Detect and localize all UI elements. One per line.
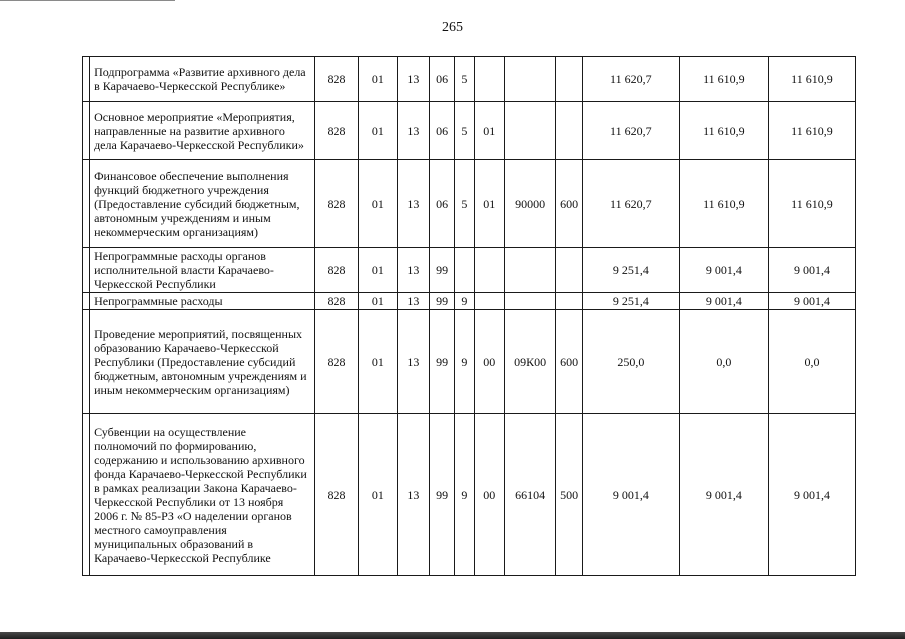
amount-year-1-cell: 11 620,7 — [582, 102, 679, 160]
table-row — [83, 293, 856, 310]
direction-code-cell — [504, 248, 556, 293]
subprogram-code-cell: 9 — [455, 310, 474, 414]
blank-cell — [83, 310, 90, 414]
subsection-code-cell: 13 — [397, 160, 429, 248]
amount-year-2-cell: 11 610,9 — [679, 160, 768, 248]
subsection-code-cell: 13 — [397, 57, 429, 102]
expense-type-cell: 500 — [556, 414, 582, 576]
program-code-cell: 06 — [430, 160, 455, 248]
subprogram-code-cell: 9 — [455, 414, 474, 576]
blank-cell — [83, 248, 90, 293]
scan-bottom-shadow — [0, 632, 905, 639]
budget-table — [82, 56, 856, 576]
amount-year-1-cell: 11 620,7 — [582, 160, 679, 248]
measure-code-cell — [474, 248, 504, 293]
expense-type-cell: 600 — [556, 160, 582, 248]
amount-year-1-cell: 9 251,4 — [582, 293, 679, 310]
amount-year-1-cell: 250,0 — [582, 310, 679, 414]
page-number: 265 — [442, 20, 463, 35]
section-code-cell: 01 — [359, 248, 397, 293]
row-name-cell: Проведение мероприятий, посвященных образованию Карачаево-Черкесской Республики (Предоставление субсидий бюджетным, автономным учреждениям и иным некоммерческим организациям) — [90, 310, 315, 414]
ministry-code-cell: 828 — [314, 248, 359, 293]
amount-year-1-cell: 9 001,4 — [582, 414, 679, 576]
section-code-cell: 01 — [359, 57, 397, 102]
subprogram-code-cell: 5 — [455, 160, 474, 248]
amount-year-3-cell: 11 610,9 — [768, 160, 855, 248]
ministry-code-cell: 828 — [314, 160, 359, 248]
amount-year-1-cell: 9 251,4 — [582, 248, 679, 293]
subprogram-code-cell: 9 — [455, 293, 474, 310]
expense-type-cell: 600 — [556, 310, 582, 414]
table-row — [83, 102, 856, 160]
amount-year-2-cell: 11 610,9 — [679, 57, 768, 102]
section-code-cell: 01 — [359, 414, 397, 576]
section-code-cell: 01 — [359, 102, 397, 160]
amount-year-3-cell: 0,0 — [768, 310, 855, 414]
subsection-code-cell: 13 — [397, 293, 429, 310]
table-row — [83, 57, 856, 102]
amount-year-3-cell: 9 001,4 — [768, 414, 855, 576]
blank-cell — [83, 414, 90, 576]
subprogram-code-cell: 5 — [455, 57, 474, 102]
table-row — [83, 414, 856, 576]
blank-cell — [83, 102, 90, 160]
measure-code-cell: 01 — [474, 102, 504, 160]
subprogram-code-cell: 5 — [455, 102, 474, 160]
ministry-code-cell: 828 — [314, 414, 359, 576]
measure-code-cell — [474, 293, 504, 310]
amount-year-1-cell: 11 620,7 — [582, 57, 679, 102]
blank-cell — [83, 293, 90, 310]
subsection-code-cell: 13 — [397, 414, 429, 576]
section-code-cell: 01 — [359, 160, 397, 248]
program-code-cell: 06 — [430, 102, 455, 160]
amount-year-2-cell: 9 001,4 — [679, 414, 768, 576]
program-code-cell: 99 — [430, 248, 455, 293]
amount-year-3-cell: 11 610,9 — [768, 57, 855, 102]
row-name-cell: Непрограммные расходы органов исполнительной власти Карачаево-Черкесской Республики — [90, 248, 315, 293]
amount-year-2-cell: 9 001,4 — [679, 248, 768, 293]
row-name-cell: Финансовое обеспечение выполнения функций бюджетного учреждения (Предоставление субсидий бюджетным, автономным учреждениям и иным некоммерческим организациям) — [90, 160, 315, 248]
table-row — [83, 248, 856, 293]
expense-type-cell — [556, 57, 582, 102]
expense-type-cell — [556, 248, 582, 293]
direction-code-cell: 66104 — [504, 414, 556, 576]
expense-type-cell — [556, 102, 582, 160]
amount-year-3-cell: 11 610,9 — [768, 102, 855, 160]
direction-code-cell: 90000 — [504, 160, 556, 248]
ministry-code-cell: 828 — [314, 102, 359, 160]
section-code-cell: 01 — [359, 310, 397, 414]
direction-code-cell: 09К00 — [504, 310, 556, 414]
row-name-cell: Субвенции на осуществление полномочий по формированию, содержанию и использованию архивного фонда Карачаево-Черкесской Республики в рамках реализации Закона Карачаево-Черкесской Республики от 13 ноября 2006 г. № 85-РЗ «О наделении органов местного самоуправления муниципальных образований в Карачаево-Черкесской Республике — [90, 414, 315, 576]
program-code-cell: 99 — [430, 310, 455, 414]
subsection-code-cell: 13 — [397, 248, 429, 293]
program-code-cell: 99 — [430, 414, 455, 576]
row-name-cell: Подпрограмма «Развитие архивного дела в Карачаево-Черкесской Республике» — [90, 57, 315, 102]
measure-code-cell — [474, 57, 504, 102]
blank-cell — [83, 57, 90, 102]
expense-type-cell — [556, 293, 582, 310]
amount-year-2-cell: 9 001,4 — [679, 293, 768, 310]
section-code-cell: 01 — [359, 293, 397, 310]
table-row — [83, 310, 856, 414]
ministry-code-cell: 828 — [314, 310, 359, 414]
measure-code-cell: 01 — [474, 160, 504, 248]
program-code-cell: 99 — [430, 293, 455, 310]
blank-cell — [83, 160, 90, 248]
subsection-code-cell: 13 — [397, 102, 429, 160]
amount-year-2-cell: 0,0 — [679, 310, 768, 414]
table-row — [83, 160, 856, 248]
amount-year-2-cell: 11 610,9 — [679, 102, 768, 160]
subprogram-code-cell — [455, 248, 474, 293]
ministry-code-cell: 828 — [314, 293, 359, 310]
amount-year-3-cell: 9 001,4 — [768, 248, 855, 293]
measure-code-cell: 00 — [474, 310, 504, 414]
subsection-code-cell: 13 — [397, 310, 429, 414]
ministry-code-cell: 828 — [314, 57, 359, 102]
program-code-cell: 06 — [430, 57, 455, 102]
amount-year-3-cell: 9 001,4 — [768, 293, 855, 310]
row-name-cell: Непрограммные расходы — [90, 293, 315, 310]
direction-code-cell — [504, 57, 556, 102]
row-name-cell: Основное мероприятие «Мероприятия, направленные на развитие архивного дела Карачаево-Черкесской Республики» — [90, 102, 315, 160]
measure-code-cell: 00 — [474, 414, 504, 576]
direction-code-cell — [504, 102, 556, 160]
top-edge-rule — [0, 0, 175, 1]
direction-code-cell — [504, 293, 556, 310]
